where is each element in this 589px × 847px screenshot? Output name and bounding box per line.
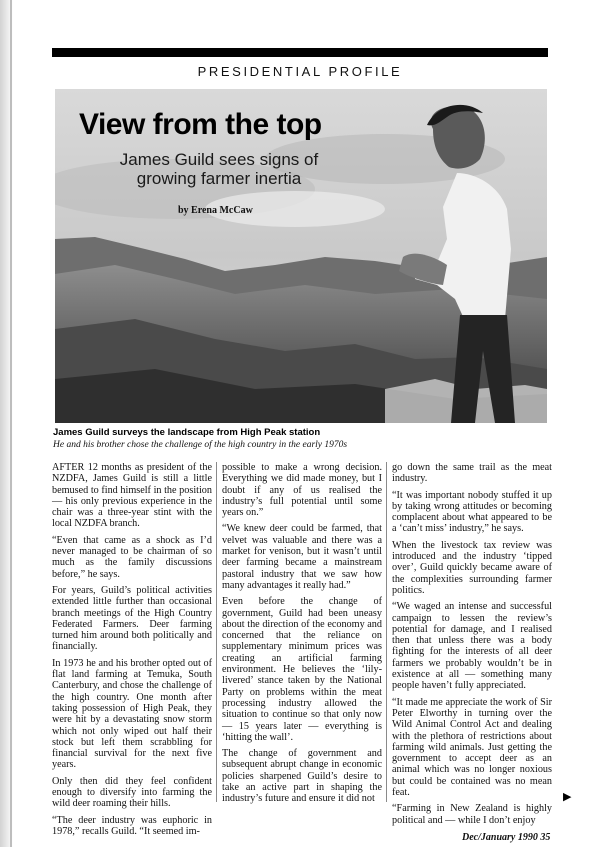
column-divider [216, 462, 217, 802]
article-column-3 [392, 462, 552, 831]
paragraph: “It made me appreciate the work of Sir Peter Elworthy in turning over the Wild Animal Control Act and dealing with the plethora of restrictions about farming wild animals. Just getting the government to accept deer as an animal which was no longer noxious but could be contained was no mean feat. [392, 696, 552, 799]
byline: by Erena McCaw [178, 205, 253, 216]
subhead: James Guild sees signs of growing farmer inertia [119, 150, 319, 188]
paragraph: “We knew deer could be farmed, that velvet was valuable and there was a market for venison, but it wasn’t until deer farming became a mainstream pastoral industry that we saw how many advantages it really had.” [222, 523, 382, 591]
paragraph: “It was important nobody stuffed it up by taking wrong attitudes or becoming complacent about what appeared to be a ‘can’t miss’ industry,” he says. [392, 489, 552, 535]
paragraph: Even before the change of government, Guild had been uneasy about the direction of the economy and concerned that the reliance on supplementary minimum prices was creating an artificial farming environment. He believes the ‘lily-livered’ stance taken by the National Party on problems within the meat processing industry allowed the situation to continue so that only now — 15 years later — everything is ‘hitting the wall’. [222, 596, 382, 743]
top-rule [52, 48, 548, 57]
paragraph: When the livestock tax review was introduced and the industry ‘tipped over’, Guild quickly became aware of the complexities surrounding farmer politics. [392, 539, 552, 596]
section-label: PRESIDENTIAL PROFILE [197, 64, 403, 79]
photo-caption: James Guild surveys the landscape from High Peak station [53, 427, 321, 438]
article-column-1 [52, 462, 212, 842]
continue-arrow-icon: ▶ [563, 791, 572, 803]
headline: View from the top [79, 108, 322, 141]
page-folio: Dec/January 1990 35 [462, 832, 551, 843]
paragraph: “We waged an intense and successful campaign to lessen the review’s potential for damage, and I realised then that unless there was a body fighting for the interests of all deer farmers we probably wouldn’t be in existence at all — something many people haven’t fully appreciated. [392, 601, 552, 692]
paragraph: “Even that came as a shock as I’d never managed to be chairman of so much as the family discussions before,” he says. [52, 534, 212, 580]
paragraph: In 1973 he and his brother opted out of flat land farming at Temuka, South Canterbury, and chose the challenge of the high country. One month after taking possession of High Peak, they were hit by a devastating snow storm which not only wiped out half their stock but left them scrabbling for financial survival for the next five years. [52, 657, 212, 771]
binding-line [10, 0, 12, 847]
paragraph: “The deer industry was euphoric in 1978,” recalls Guild. “It seemed im- [52, 814, 212, 837]
photo-subcaption: He and his brother chose the challenge of the high country in the early 1970s [53, 440, 348, 450]
column-divider [386, 462, 387, 802]
paragraph: Only then did they feel confident enough to diversify into farming the wild deer roaming their hills. [52, 775, 212, 810]
paragraph: The change of government and subsequent abrupt change in economic policies sharpened Guild’s desire to take an active part in shaping the industry’s future and ensure it did not [222, 748, 382, 805]
paragraph: possible to make a wrong decision. Everything we did made money, but I doubt if any of us realised the industry’s full potential until some years on.” [222, 462, 382, 519]
paragraph: go down the same trail as the meat industry. [392, 462, 552, 485]
paragraph: AFTER 12 months as president of the NZDFA, James Guild is still a little bemused to find himself in the position — his only previous experience in the chair was a three-year stint with the local NZDFA branch. [52, 462, 212, 530]
paragraph: “Farming in New Zealand is highly political and — while I don’t enjoy [392, 803, 552, 826]
article-column-2 [222, 462, 382, 810]
paragraph: For years, Guild’s political activities extended little further than occasional branch meetings of the High Country Federated Farmers. Deer farming turned him around both politically and financially. [52, 584, 212, 653]
